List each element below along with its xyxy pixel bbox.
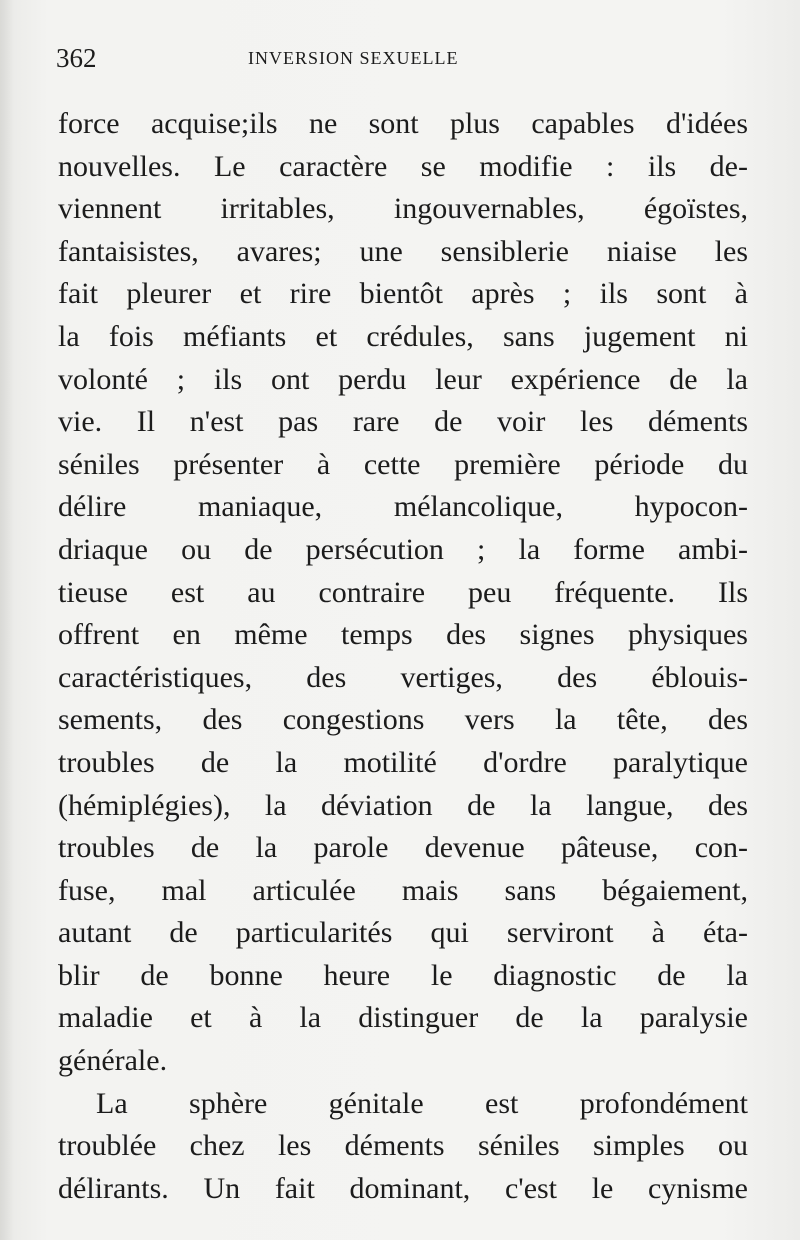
text-line: séniles présenter à cette première période du — [58, 447, 748, 481]
text-line: viennent irritables, ingouvernables, égoïstes, — [58, 192, 748, 226]
text-line: force acquise;ils ne sont plus capables d'idées — [58, 107, 748, 140]
text-line: blir de bonne heure le diagnostic de la — [58, 958, 748, 992]
text-line-paragraph-start: La sphère génitale est profondément — [96, 1086, 748, 1120]
text-line: fantaisistes, avares; une sensiblerie niaise les — [58, 234, 748, 268]
text-line: la fois méfiants et crédules, sans jugement ni — [58, 319, 748, 353]
running-head: INVERSION SEXUELLE — [248, 48, 459, 68]
text-line: volonté ; ils ont perdu leur expérience de la — [58, 362, 748, 396]
text-line: offrent en même temps des signes physiques — [58, 618, 748, 652]
text-line: sements, des congestions vers la tête, des — [58, 703, 748, 737]
body-text — [58, 103, 748, 1210]
text-line: caractéristiques, des vertiges, des éblouis- — [58, 660, 748, 694]
text-line: troubles de la motilité d'ordre paralytique — [58, 745, 748, 779]
text-line-paragraph-end: générale. — [58, 1044, 168, 1078]
text-line: driaque ou de persécution ; la forme ambi- — [58, 532, 748, 566]
text-line: tieuse est au contraire peu fréquente. Ils — [58, 575, 748, 609]
page-number: 362 — [56, 43, 97, 73]
text-line: nouvelles. Le caractère se modifie : ils de- — [58, 149, 748, 183]
text-line: fuse, mal articulée mais sans bégaiement, — [58, 873, 748, 907]
text-line: troublée chez les déments séniles simples ou — [58, 1129, 748, 1163]
text-line: fait pleurer et rire bientôt après ; ils sont à — [58, 277, 748, 311]
text-line: troubles de la parole devenue pâteuse, con- — [58, 831, 748, 865]
text-line: maladie et à la distinguer de la paralysie — [58, 1001, 748, 1035]
page-gutter-shadow — [0, 0, 14, 1240]
text-line: délirants. Un fait dominant, c'est le cynisme — [58, 1171, 748, 1205]
text-line: vie. Il n'est pas rare de voir les déments — [58, 405, 748, 439]
text-line: délire maniaque, mélancolique, hypocon- — [58, 490, 748, 524]
text-line: (hémiplégies), la déviation de la langue, des — [58, 788, 748, 822]
page-header — [56, 40, 746, 80]
text-line: autant de particularités qui serviront à éta- — [58, 916, 748, 950]
